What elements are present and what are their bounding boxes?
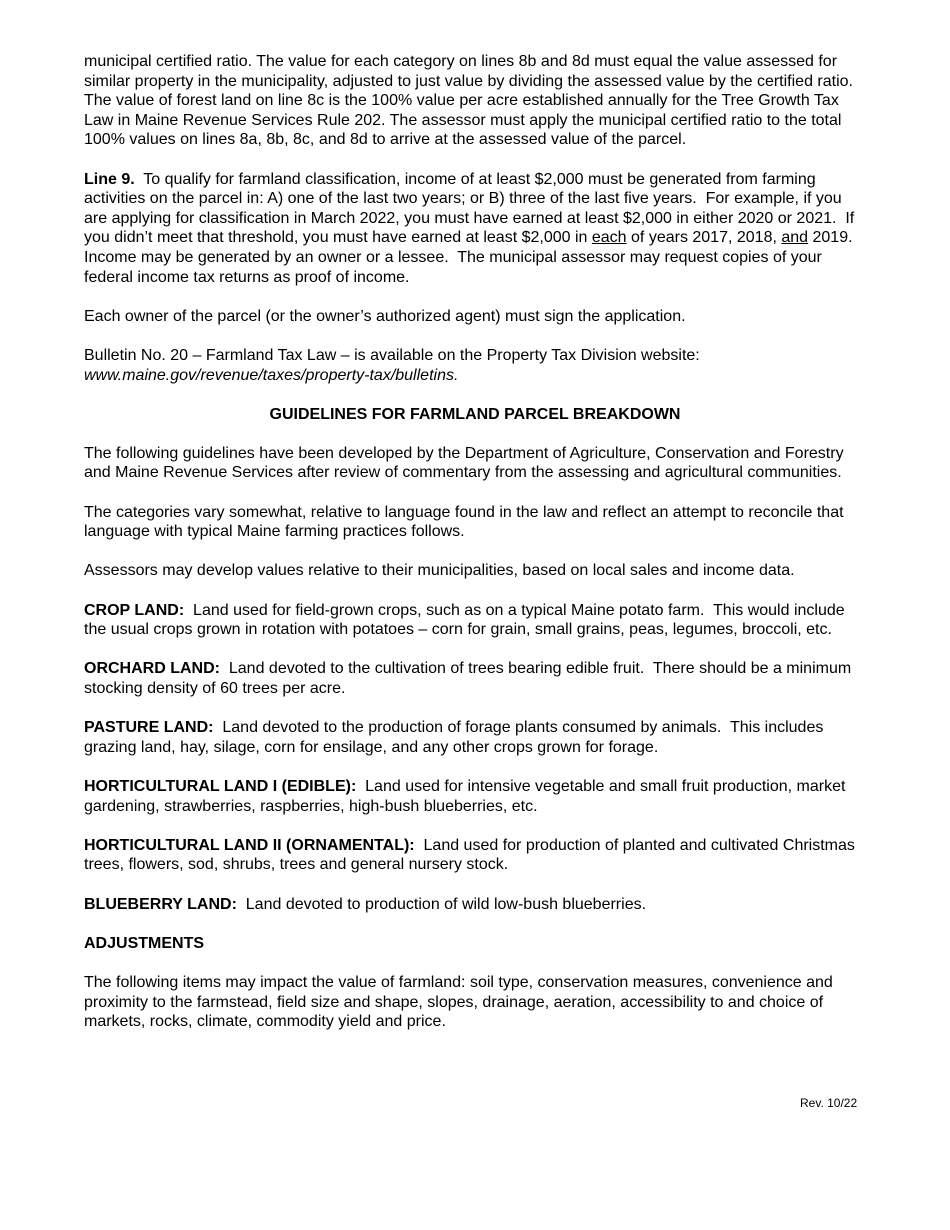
line-9-paragraph bbox=[84, 170, 866, 288]
category-blueberry-land bbox=[84, 895, 866, 915]
guidelines-heading: GUIDELINES FOR FARMLAND PARCEL BREAKDOWN bbox=[269, 405, 681, 423]
category-pasture-land bbox=[84, 718, 866, 757]
adjustments-paragraph: The following items may impact the value of farmland: soil type, conservation measures, convenience and proximity to the farmstead, field size and shape, slopes, drainage, aeration, accessibility to and choice of markets, rocks, climate, commodity yield and price. bbox=[84, 973, 833, 1031]
bulletin-paragraph bbox=[84, 346, 866, 385]
bulletin-text: Bulletin No. 20 – Farmland Tax Law – is available on the Property Tax Division website: bbox=[84, 346, 700, 364]
categories-paragraph: The categories vary somewhat, relative to language found in the law and reflect an attempt to reconcile that language with typical Maine farming practices follows. bbox=[84, 503, 844, 541]
category-label: BLUEBERRY LAND: bbox=[84, 895, 237, 913]
line-9-and: and bbox=[781, 229, 809, 247]
category-text: Land devoted to production of wild low-bush blueberries. bbox=[236, 895, 647, 913]
category-label: PASTURE LAND: bbox=[84, 719, 214, 737]
category-orchard-land bbox=[84, 659, 866, 698]
category-label: CROP LAND: bbox=[84, 601, 185, 619]
category-text: Land used for intensive vegetable and small fruit production, market gardening, strawberries, raspberries, high-bush blueberries, etc. bbox=[84, 777, 850, 815]
category-text: Land used for field-grown crops, such as on a typical Maine potato farm. This would include the usual crops grown in rotation with potatoes – corn for grain, small grains, peas, legumes, broccoli, etc. bbox=[84, 601, 850, 639]
line-9-text-c: 2019. Income may be generated by an owner or a lessee. The municipal assessor may request copies of your federal income tax returns as proof of income. bbox=[84, 229, 862, 286]
assessors-paragraph: Assessors may develop values relative to their municipalities, based on local sales and income data. bbox=[84, 562, 795, 580]
category-label: HORTICULTURAL LAND I (EDIBLE): bbox=[84, 777, 357, 795]
intro-paragraph: municipal certified ratio. The value for each category on lines 8b and 8d must equal the value assessed for similar property in the municipality, adjusted to just value by dividing the assessed value by the certified ratio. The value of forest land on line 8c is the 100% value per acre established annually for the Tree Growth Tax Law in Maine Revenue Services Rule 202. The assessor must apply the municipal certified ratio to the total 100% values on lines 8a, 8b, 8c, and 8d to arrive at the assessed value of the parcel. bbox=[84, 53, 853, 149]
line-9-label: Line 9. bbox=[84, 170, 135, 188]
development-paragraph: The following guidelines have been developed by the Department of Agriculture, Conservation and Forestry and Maine Revenue Services after review of commentary from the assessing and agricultural communities. bbox=[84, 444, 844, 482]
category-text: Land used for production of planted and cultivated Christmas trees, flowers, sod, shrubs, trees and general nursery stock. bbox=[84, 836, 860, 874]
bulletin-url: www.maine.gov/revenue/taxes/property-tax/bulletins. bbox=[84, 366, 459, 384]
category-text: Land devoted to the cultivation of trees bearing edible fruit. There should be a minimum stocking density of 60 trees per acre. bbox=[84, 660, 856, 697]
signature-paragraph: Each owner of the parcel (or the owner’s authorized agent) must sign the application. bbox=[84, 307, 686, 325]
category-horticultural-ornamental bbox=[84, 836, 866, 875]
line-9-each: each bbox=[591, 229, 627, 247]
category-crop-land bbox=[84, 601, 866, 640]
category-label: HORTICULTURAL LAND II (ORNAMENTAL): bbox=[84, 836, 415, 854]
category-label: ORCHARD LAND: bbox=[84, 660, 220, 678]
line-9-text-b: of years 2017, 2018, bbox=[626, 229, 782, 247]
category-horticultural-edible bbox=[84, 777, 866, 816]
adjustments-heading: ADJUSTMENTS bbox=[84, 934, 205, 952]
revision-date: Rev. 10/22 bbox=[800, 1096, 858, 1110]
line-9-text-a: To qualify for farmland classification, income of at least $2,000 must be generated from farming activities on the parcel in: A) one of the last two years; or B) three of the last five years. For example, if you are applying for classification in March 2022, you must have earned at least $2,000 in either 2020 or 2021. If you didn’t meet that threshold, you must have earned at least $2,000 in bbox=[84, 170, 859, 247]
document-page bbox=[84, 52, 866, 1032]
category-text: Land devoted to the production of forage plants consumed by animals. This includes grazing land, hay, silage, corn for ensilage, and any other crops grown for forage. bbox=[84, 719, 828, 756]
